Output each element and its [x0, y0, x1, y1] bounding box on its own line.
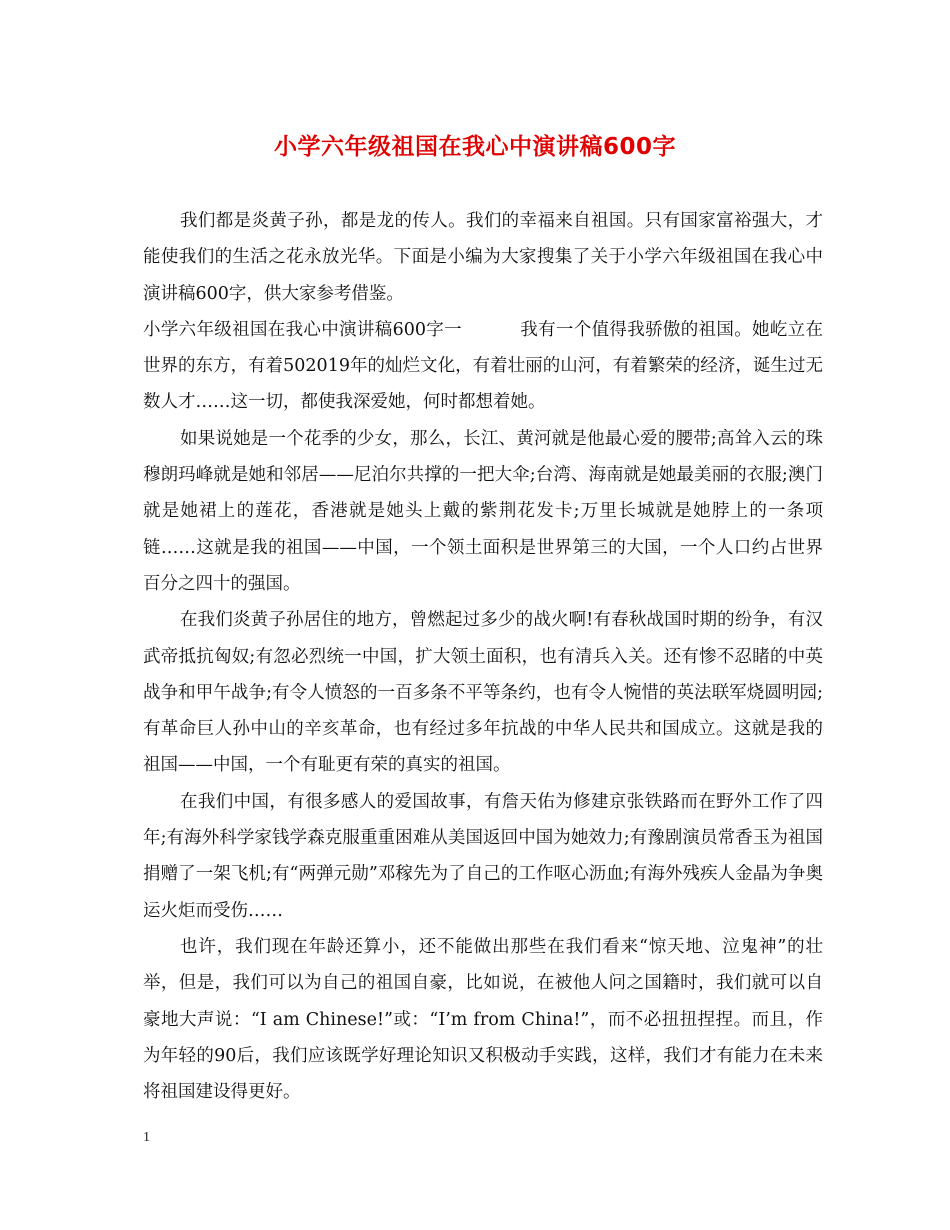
section-paragraph [143, 312, 823, 421]
document-body [143, 203, 823, 1110]
section-heading: 小学六年级祖国在我心中演讲稿600字一 [143, 319, 462, 340]
body-paragraph: 在我们中国，有很多感人的爱国故事，有詹天佑为修建京张铁路而在野外工作了四年;有海外科学家钱学森克服重重困难从美国返回中国为她效力;有豫剧演员常香玉为祖国捐赠了一架飞机;有“两弹元勋”邓稼先为了自己的工作呕心沥血;有海外残疾人金晶为争奥运火炬而受伤…… [143, 791, 823, 921]
body-paragraph: 如果说她是一个花季的少女，那么，长江、黄河就是他最心爱的腰带;高耸入云的珠穆朗玛峰就是她和邻居——尼泊尔共撑的一把大伞;台湾、海南就是她最美丽的衣服;澳门就是她裙上的莲花，香港就是她头上戴的紫荆花发卡;万里长城就是她脖上的一条项链……这就是我的祖国——中国，一个领土面积是世界第三的大国，一个人口约占世界百分之四十的强国。 [143, 428, 823, 594]
page-number: 1 [143, 1130, 150, 1145]
body-paragraph: 也许，我们现在年龄还算小，还不能做出那些在我们看来“惊天地、泣鬼神”的壮举，但是，我们可以为自己的祖国自豪，比如说，在被他人问之国籍时，我们就可以自豪地大声说：“I am Chinese!”或：“I’m from China!”，而不必扭扭捏捏。而且，作为年轻的90后，我们应该既学好理论知识又积极动手实践，这样，我们才有能力在未来将祖国建设得更好。 [143, 936, 823, 1103]
body-paragraph: 在我们炎黄子孙居住的地方，曾燃起过多少的战火啊!有春秋战国时期的纷争，有汉武帝抵抗匈奴;有忽必烈统一中国，扩大领土面积，也有清兵入关。还有惨不忍睹的中英战争和甲午战争;有令人愤怒的一百多条不平等条约，也有令人惋惜的英法联军烧圆明园;有革命巨人孙中山的辛亥革命，也有经过多年抗战的中华人民共和国成立。这就是我的祖国——中国，一个有耻更有荣的真实的祖国。 [143, 610, 823, 776]
section-first-text: 我有一个值得我骄傲的祖国。她屹立在世界的东方，有着502019年的灿烂文化，有着壮丽的山河，有着繁荣的经济，诞生过无数人才……这一切，都使我深爱她，何时都想着她。 [143, 319, 823, 413]
intro-paragraph: 我们都是炎黄子孙，都是龙的传人。我们的幸福来自祖国。只有国家富裕强大，才能使我们的生活之花永放光华。下面是小编为大家搜集了关于小学六年级祖国在我心中演讲稿600字，供大家参考借鉴。 [143, 211, 823, 304]
document-title: 小学六年级祖国在我心中演讲稿600字 [273, 134, 676, 160]
